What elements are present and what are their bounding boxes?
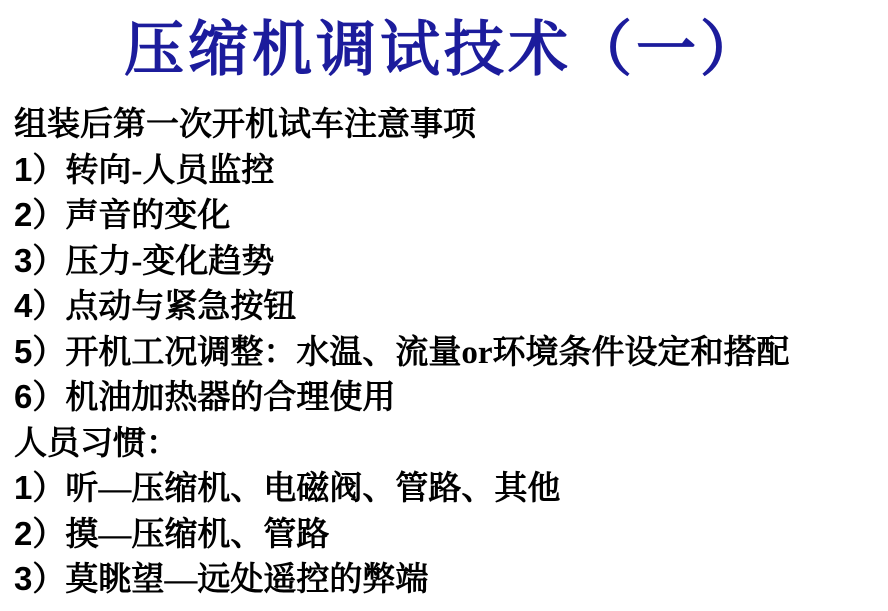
list-item — [14, 330, 874, 376]
list-item-text: 摸—压缩机、管路 — [65, 516, 330, 553]
list-item-text: 听—压缩机、电磁阀、管路、其他 — [65, 471, 561, 507]
list-item-number: 3） — [14, 560, 66, 597]
list-item-text: 组装后第一次开机试车注意事项 — [14, 107, 476, 143]
list-item-number: 6） — [14, 378, 66, 415]
list-item — [14, 375, 874, 421]
section-heading — [14, 421, 874, 467]
list-item-number: 1） — [14, 469, 66, 506]
list-item-text: 开机工况调整：水温、流量or环境条件设定和搭配 — [65, 334, 790, 371]
list-item-number: 4） — [14, 287, 66, 324]
list-item-number: 2） — [14, 514, 66, 552]
list-item-number: 1） — [14, 150, 66, 188]
slide-title: 压缩机调试技术（一） — [124, 17, 764, 83]
section-heading — [14, 102, 874, 148]
list-item-number: 3） — [14, 241, 66, 279]
list-item-number: 5） — [14, 332, 66, 370]
list-item — [14, 466, 874, 512]
list-item-number: 2） — [14, 196, 66, 233]
list-item — [14, 239, 874, 285]
list-item-text: 点动与紧急按钮 — [65, 289, 297, 325]
list-item-text: 转向-人员监控 — [65, 152, 275, 189]
list-item-text: 人员习惯： — [14, 425, 179, 462]
list-item-text: 声音的变化 — [65, 198, 231, 234]
list-item-text: 莫眺望—远处遥控的弊端 — [65, 562, 429, 598]
list-item — [14, 284, 874, 330]
list-item — [14, 193, 874, 239]
list-item-text: 压力-变化趋势 — [65, 243, 275, 280]
slide-body — [14, 102, 874, 603]
list-item-text: 机油加热器的合理使用 — [65, 380, 396, 416]
list-item — [14, 148, 874, 194]
list-item — [14, 512, 874, 558]
list-item — [14, 557, 874, 603]
